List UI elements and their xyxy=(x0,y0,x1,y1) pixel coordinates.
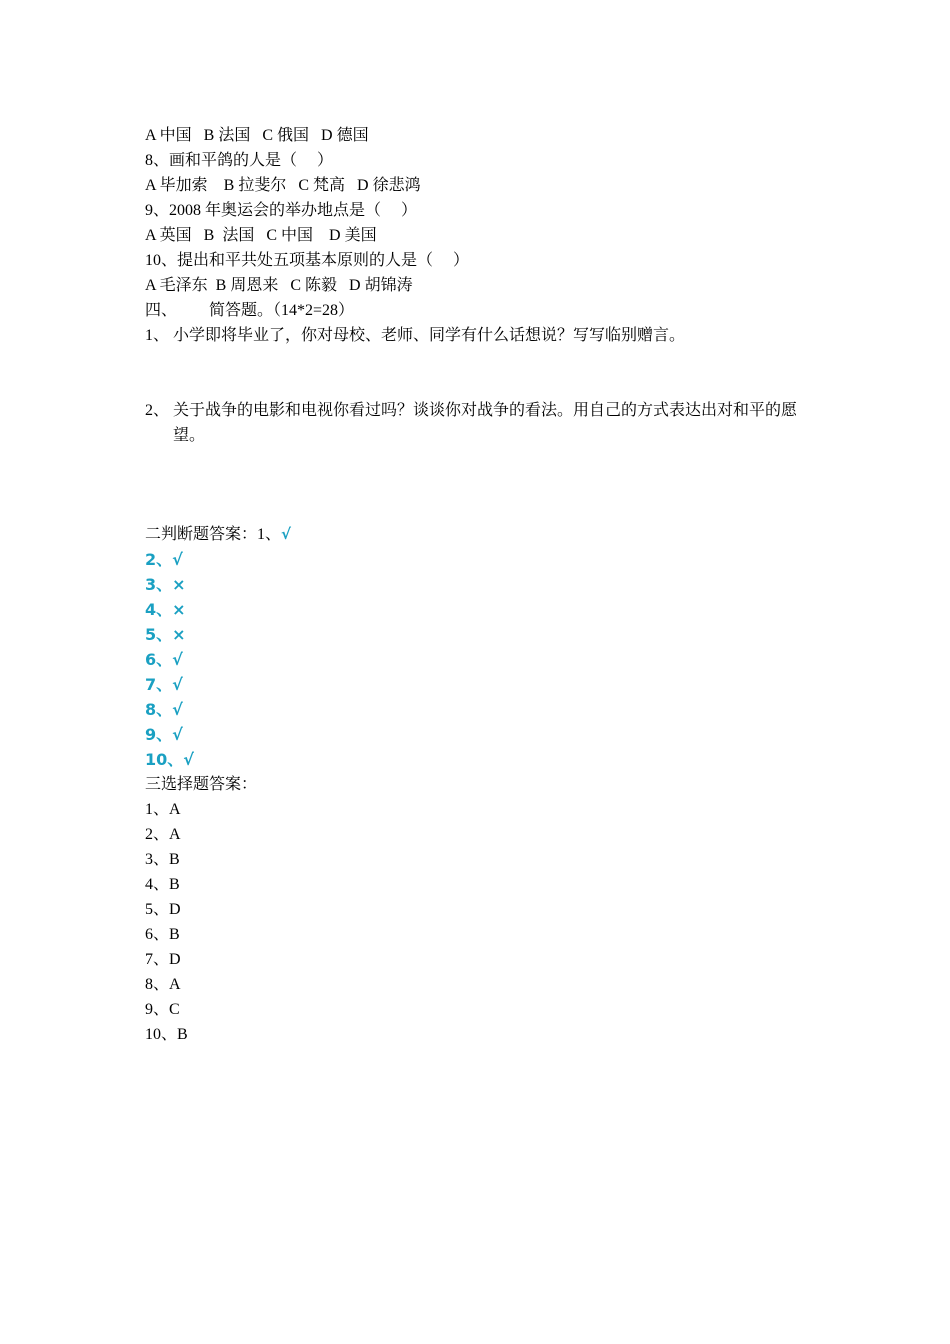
judge-answer-7: 7、√ xyxy=(145,675,183,694)
judge-answer-3: 3、× xyxy=(145,575,186,594)
judge-answer-8: 8、√ xyxy=(145,700,183,719)
choice-answer-4: 4、B xyxy=(145,876,180,893)
q10-text: 10、提出和平共处五项基本原则的人是（ ） xyxy=(145,252,470,269)
judge-answer-4: 4、× xyxy=(145,600,186,619)
choice-answer-3: 3、B xyxy=(145,851,180,868)
choice-answer-5: 5、D xyxy=(145,901,181,918)
q10-options: A 毛泽东 B 周恩来 C 陈毅 D 胡锦涛 xyxy=(145,277,413,294)
section4-heading: 四、 简答题。（14*2=28） xyxy=(145,302,355,319)
short-answer-2-text: 关于战争的电影和电视你看过吗？谈谈你对战争的看法。用自己的方式表达出对和平的愿望。 xyxy=(173,402,798,444)
judge-answers-label: 二判断题答案：1、 xyxy=(145,526,282,543)
answer-space-2 xyxy=(145,448,825,522)
short-answer-1-text: 小学即将毕业了，你对母校、老师、同学有什么话想说？写写临别赠言。 xyxy=(173,327,686,344)
q8-text: 8、画和平鸽的人是（ ） xyxy=(145,152,334,169)
judge-answer-6: 6、√ xyxy=(145,650,183,669)
short-answer-2 xyxy=(145,398,825,448)
judge-answer-1-mark: √ xyxy=(281,525,292,543)
q7-options: A 中国 B 法国 C 俄国 D 德国 xyxy=(145,127,369,144)
document-page xyxy=(145,123,825,1047)
choice-answer-6: 6、B xyxy=(145,926,180,943)
choice-answers-label: 三选择题答案： xyxy=(145,776,258,793)
choice-answer-2: 2、A xyxy=(145,826,181,843)
q8-options: A 毕加索 B 拉斐尔 C 梵高 D 徐悲鸿 xyxy=(145,177,421,194)
judge-answer-5: 5、× xyxy=(145,625,186,644)
answer-space-1 xyxy=(145,348,825,398)
choice-answer-8: 8、A xyxy=(145,976,181,993)
choice-answer-1: 1、A xyxy=(145,801,181,818)
judge-answer-9: 9、√ xyxy=(145,725,183,744)
choice-answer-9: 9、C xyxy=(145,1001,180,1018)
short-answer-1-number: 1、 xyxy=(145,327,170,344)
short-answer-2-number: 2、 xyxy=(145,402,170,419)
choice-answer-10: 10、B xyxy=(145,1026,188,1043)
q9-text: 9、2008 年奥运会的举办地点是（ ） xyxy=(145,202,418,219)
short-answer-1 xyxy=(145,323,825,348)
choice-answer-7: 7、D xyxy=(145,951,181,968)
judge-answers-label-line xyxy=(145,522,825,547)
judge-answer-2: 2、√ xyxy=(145,550,183,569)
q9-options: A 英国 B 法国 C 中国 D 美国 xyxy=(145,227,377,244)
judge-answer-10: 10、√ xyxy=(145,750,194,769)
